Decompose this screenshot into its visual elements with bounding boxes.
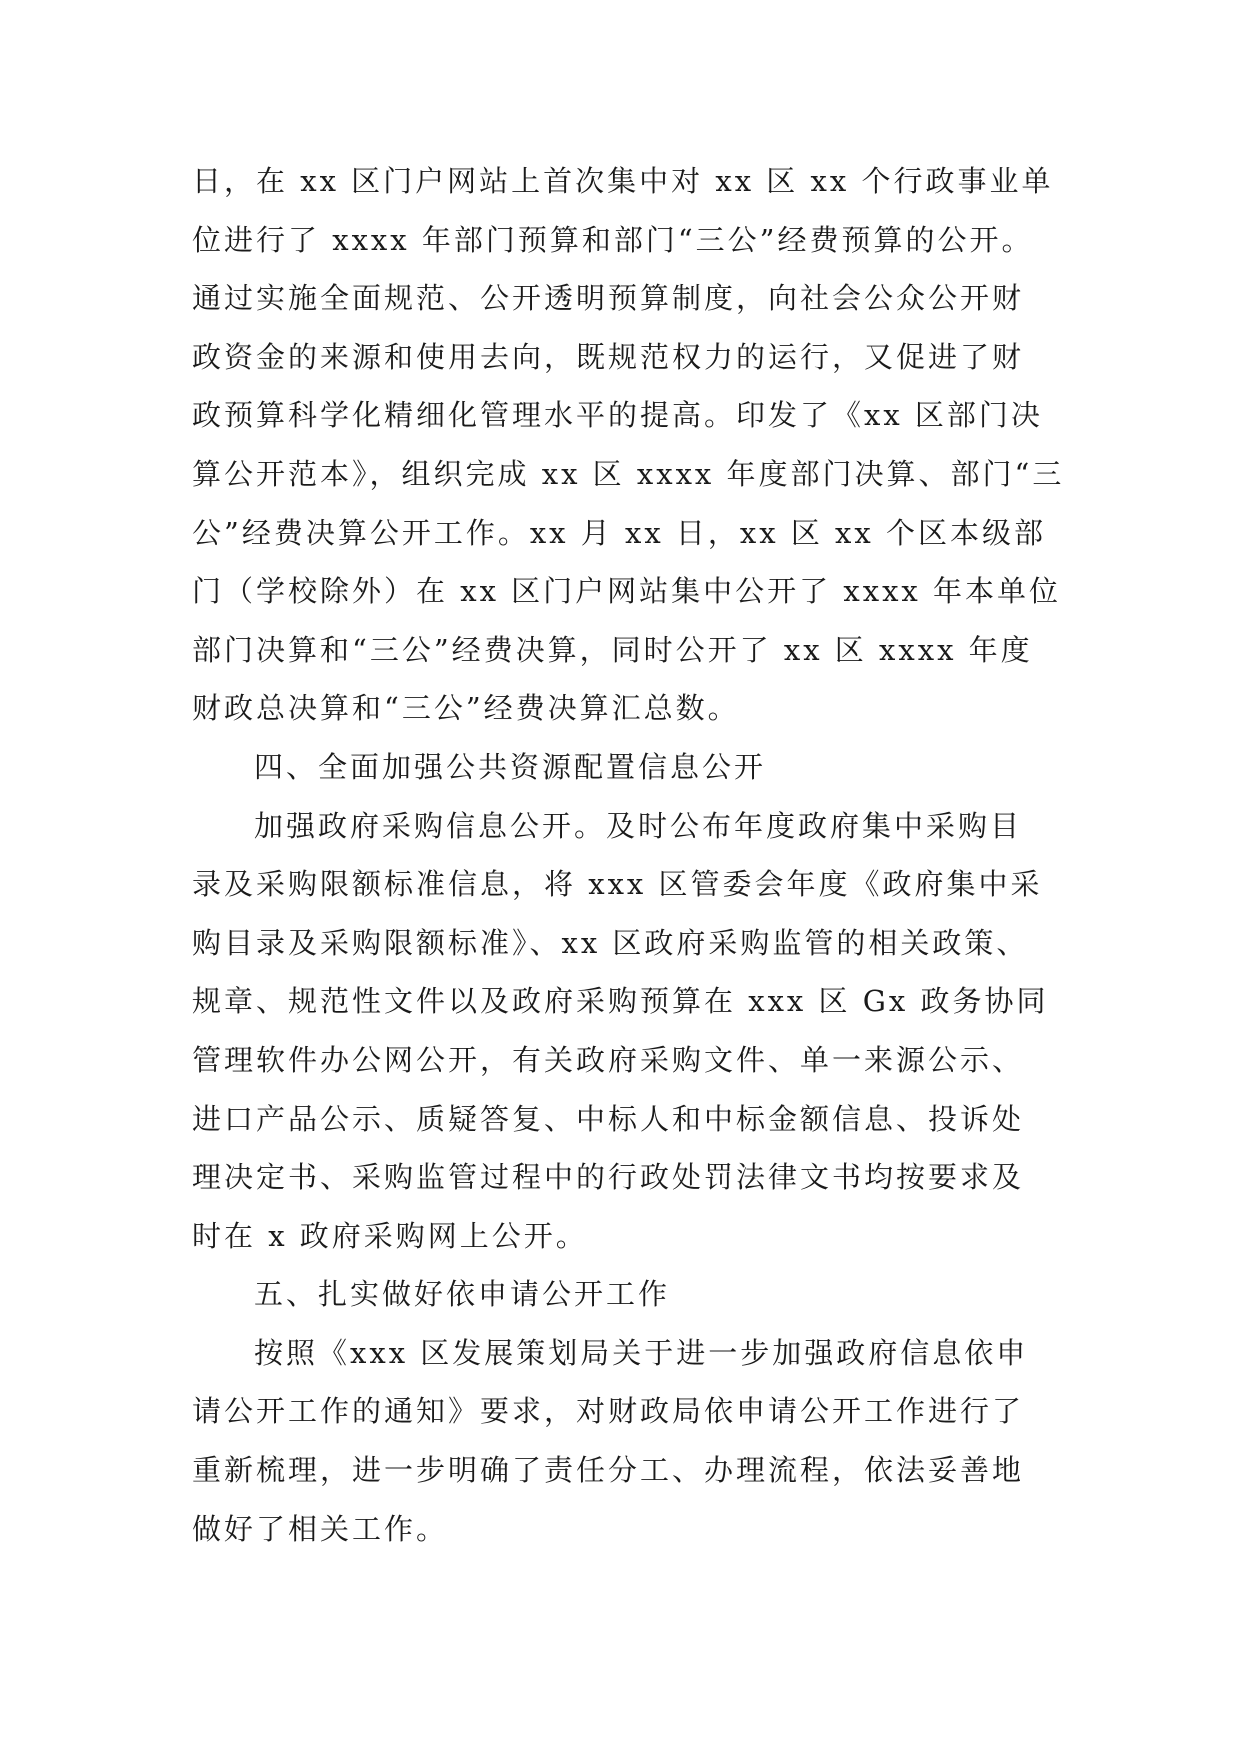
paragraph-line: 公”经费决算公开工作。xx 月 xx 日，xx 区 xx 个区本级部 <box>192 515 1046 550</box>
paragraph-line: 财政总决算和“三公”经费决算汇总数。 <box>192 691 740 726</box>
paragraph-line: 位进行了 xxxx 年部门预算和部门“三公”经费预算的公开。 <box>192 222 1034 257</box>
document-body <box>192 152 1092 1558</box>
paragraph-line: 录及采购限额标准信息，将 xxx 区管委会年度《政府集中采 <box>192 867 1043 902</box>
paragraph-line: 进口产品公示、质疑答复、中标人和中标金额信息、投诉处 <box>192 1101 1025 1136</box>
paragraph-line: 理决定书、采购监管过程中的行政处罚法律文书均按要求及 <box>192 1160 1025 1195</box>
paragraph-line: 请公开工作的通知》要求，对财政局依申请公开工作进行了 <box>192 1394 1025 1429</box>
paragraph-line: 通过实施全面规范、公开透明预算制度，向社会公众公开财 <box>192 281 1025 316</box>
paragraph-line: 门（学校除外）在 xx 区门户网站集中公开了 xxxx 年本单位 <box>192 574 1062 609</box>
paragraph-line: 日，在 xx 区门户网站上首次集中对 xx 区 xx 个行政事业单 <box>192 164 1054 198</box>
paragraph-line: 时在 x 政府采购网上公开。 <box>192 1218 588 1253</box>
paragraph-line-indented: 四、全面加强公共资源配置信息公开 <box>254 749 767 784</box>
paragraph-line: 管理软件办公网公开，有关政府采购文件、单一来源公示、 <box>192 1042 1025 1077</box>
paragraph-line: 政预算科学化精细化管理水平的提高。印发了《xx 区部门决 <box>192 398 1043 433</box>
paragraph-line-indented: 五、扎实做好依申请公开工作 <box>254 1277 671 1312</box>
paragraph-line: 做好了相关工作。 <box>192 1511 449 1546</box>
paragraph-line-indented: 按照《xxx 区发展策划局关于进一步加强政府信息依申 <box>254 1335 1029 1370</box>
paragraph-line: 政资金的来源和使用去向，既规范权力的运行，又促进了财 <box>192 339 1025 374</box>
paragraph-line: 规章、规范性文件以及政府采购预算在 xxx 区 Gx 政务协同 <box>192 984 1049 1019</box>
paragraph-line-indented: 加强政府采购信息公开。及时公布年度政府集中采购目 <box>254 808 1023 843</box>
paragraph-line: 重新梳理，进一步明确了责任分工、办理流程，依法妥善地 <box>192 1453 1025 1488</box>
paragraph-line: 部门决算和“三公”经费决算，同时公开了 xx 区 xxxx 年度 <box>192 632 1033 667</box>
paragraph-line: 购目录及采购限额标准》、xx 区政府采购监管的相关政策、 <box>192 925 1029 960</box>
paragraph-line: 算公开范本》，组织完成 xx 区 xxxx 年度部门决算、部门“三 <box>192 456 1065 491</box>
